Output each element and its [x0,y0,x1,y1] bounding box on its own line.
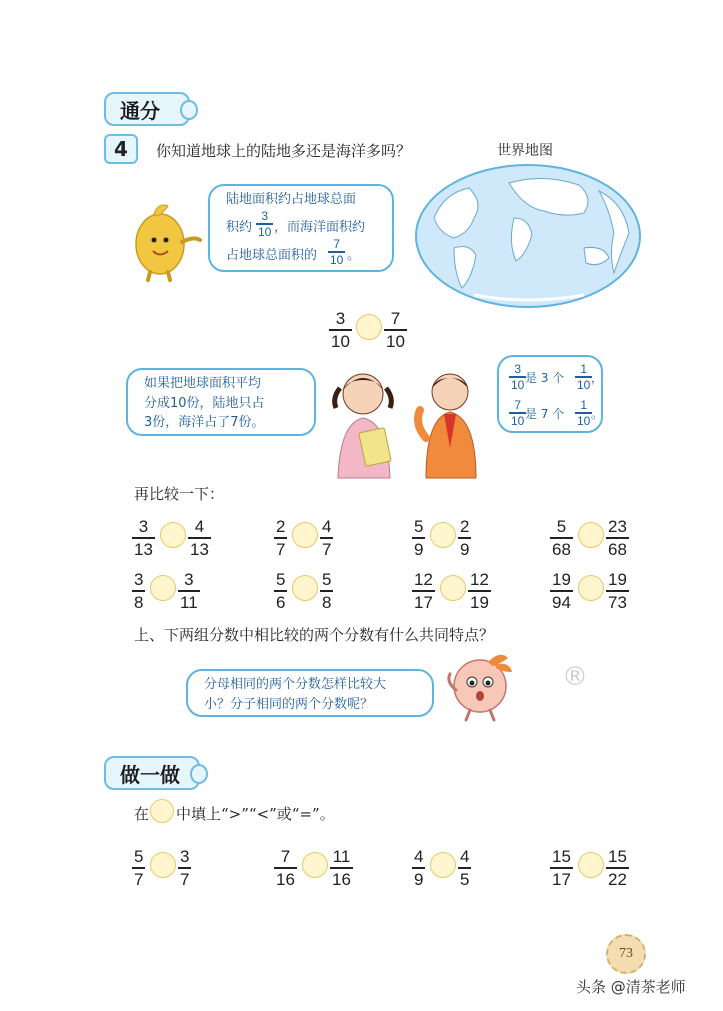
bubble3-r1-frac: 3 10 [511,362,525,392]
row3-item1-compare-blank[interactable] [150,852,176,878]
row1-item4-a-fraction: 5 68 [552,517,571,559]
row1-item1-a-fraction: 3 13 [134,517,153,559]
bubble3-r1-end: ， [591,371,604,385]
row2-item3-b-fraction: 12 19 [470,570,489,612]
row1-item3-b-fraction: 2 9 [460,517,470,559]
bubble1-line3-end: 。 [347,248,361,263]
banner-curl-icon [190,764,208,784]
row1-item1-b-fraction: 4 13 [190,517,209,559]
row2-item2-b-fraction: 5 8 [322,570,332,612]
practice-title-text: 做一做 [120,762,180,787]
speech-bubble-area-info [208,184,394,272]
row1-item3-compare-blank[interactable] [430,522,456,548]
row1-item3-a-fraction: 5 9 [414,517,424,559]
bubble2-line3: 3份，海洋占了7份。 [144,415,265,430]
example-number: 4 [104,134,138,164]
bubble4-line2: 小？分子相同的两个分数呢？ [204,697,374,713]
row2-item2-a-fraction: 5 6 [276,570,286,612]
compare-blank[interactable] [356,314,382,340]
compare-again-text: 再比较一下： [134,485,225,503]
section-title [104,92,190,126]
row2-item3-compare-blank[interactable] [440,575,466,601]
section-title-text: 通分 [120,98,160,123]
bubble1-fraction-ocean: 7 10 [330,237,344,267]
bubble3-r2-end: 。 [591,407,604,421]
row3-item2-a-fraction: 7 16 [276,847,295,889]
row3-item1-b-fraction: 3 7 [180,847,190,889]
row3-item2-b-fraction: 11 16 [332,847,351,889]
bubble3-r2-mid: 是 7 个 [525,407,565,421]
instruction-prefix: 在 [134,805,150,823]
row2-item3-a-fraction: 12 17 [414,570,433,612]
main-compare-right: 7 10 [386,309,405,351]
feature-question-text: 上、下两组分数中相比较的两个分数有什么共同特点？ [134,626,495,644]
row3-item2-compare-blank[interactable] [302,852,328,878]
map-title: 世界地图 [497,143,553,159]
row1-item2-compare-blank[interactable] [292,522,318,548]
bubble1-line1: 陆地面积约占地球总面 [226,192,357,207]
watermark-text: 头条 @清茶老师 [576,978,686,996]
potato-mascot-icon [128,196,208,282]
bubble4-line1: 分母相同的两个分数怎样比较大 [204,677,387,692]
bubble1-line2-start: 积约 [226,220,253,235]
row1-item4-compare-blank[interactable] [578,522,604,548]
main-compare-left: 3 10 [331,309,350,351]
banner-curl-icon [180,100,198,120]
bubble3-r2-unit: 1 10 [577,398,591,428]
row2-item1-a-fraction: 3 8 [134,570,144,612]
page-number-text: 73 [619,946,633,961]
speech-bubble-boy [497,355,603,433]
bubble3-r2-frac: 7 10 [511,398,525,428]
row2-item1-compare-blank[interactable] [150,575,176,601]
bubble2-line2: 分成10份，陆地只占 [144,395,265,411]
row3-item3-a-fraction: 4 9 [414,847,424,889]
row1-item2-a-fraction: 2 7 [276,517,286,559]
row2-item1-b-fraction: 3 11 [180,570,198,612]
question-text: 你知道地球上的陆地多还是海洋多吗？ [156,142,412,160]
bubble2-line1: 如果把地球面积平均 [144,376,262,391]
row3-item4-a-fraction: 15 17 [552,847,571,889]
row3-item3-compare-blank[interactable] [430,852,456,878]
row3-item3-b-fraction: 4 5 [460,847,470,889]
instruction-suffix: 中填上“>”“<”或“=”。 [176,805,335,823]
speech-bubble-girl [126,368,316,436]
row2-item4-a-fraction: 19 94 [552,570,571,612]
speech-bubble-mascot [186,669,434,717]
row3-item4-b-fraction: 15 22 [608,847,627,889]
page-number [606,934,646,974]
bubble1-line2-end: ，而海洋面积约 [274,220,366,235]
bubble3-r1-mid: 是 3 个 [525,371,565,385]
bubble1-fraction-land: 3 10 [258,209,272,239]
row2-item4-b-fraction: 19 73 [608,570,627,612]
row3-item4-compare-blank[interactable] [578,852,604,878]
row2-item4-compare-blank[interactable] [578,575,604,601]
row1-item1-compare-blank[interactable] [160,522,186,548]
practice-title [104,756,200,790]
row1-item2-b-fraction: 4 7 [322,517,332,559]
instruction-circle-icon [150,799,174,823]
bubble1-line3-start: 占地球总面积的 [226,248,318,263]
children-illustration [318,368,498,480]
row3-item1-a-fraction: 5 7 [134,847,144,889]
row2-item2-compare-blank[interactable] [292,575,318,601]
registered-mark: ® [562,662,588,692]
bubble3-r1-unit: 1 10 [577,362,591,392]
world-map-icon [414,163,642,309]
row1-item4-b-fraction: 23 68 [608,517,627,559]
round-mascot-icon [444,648,518,724]
